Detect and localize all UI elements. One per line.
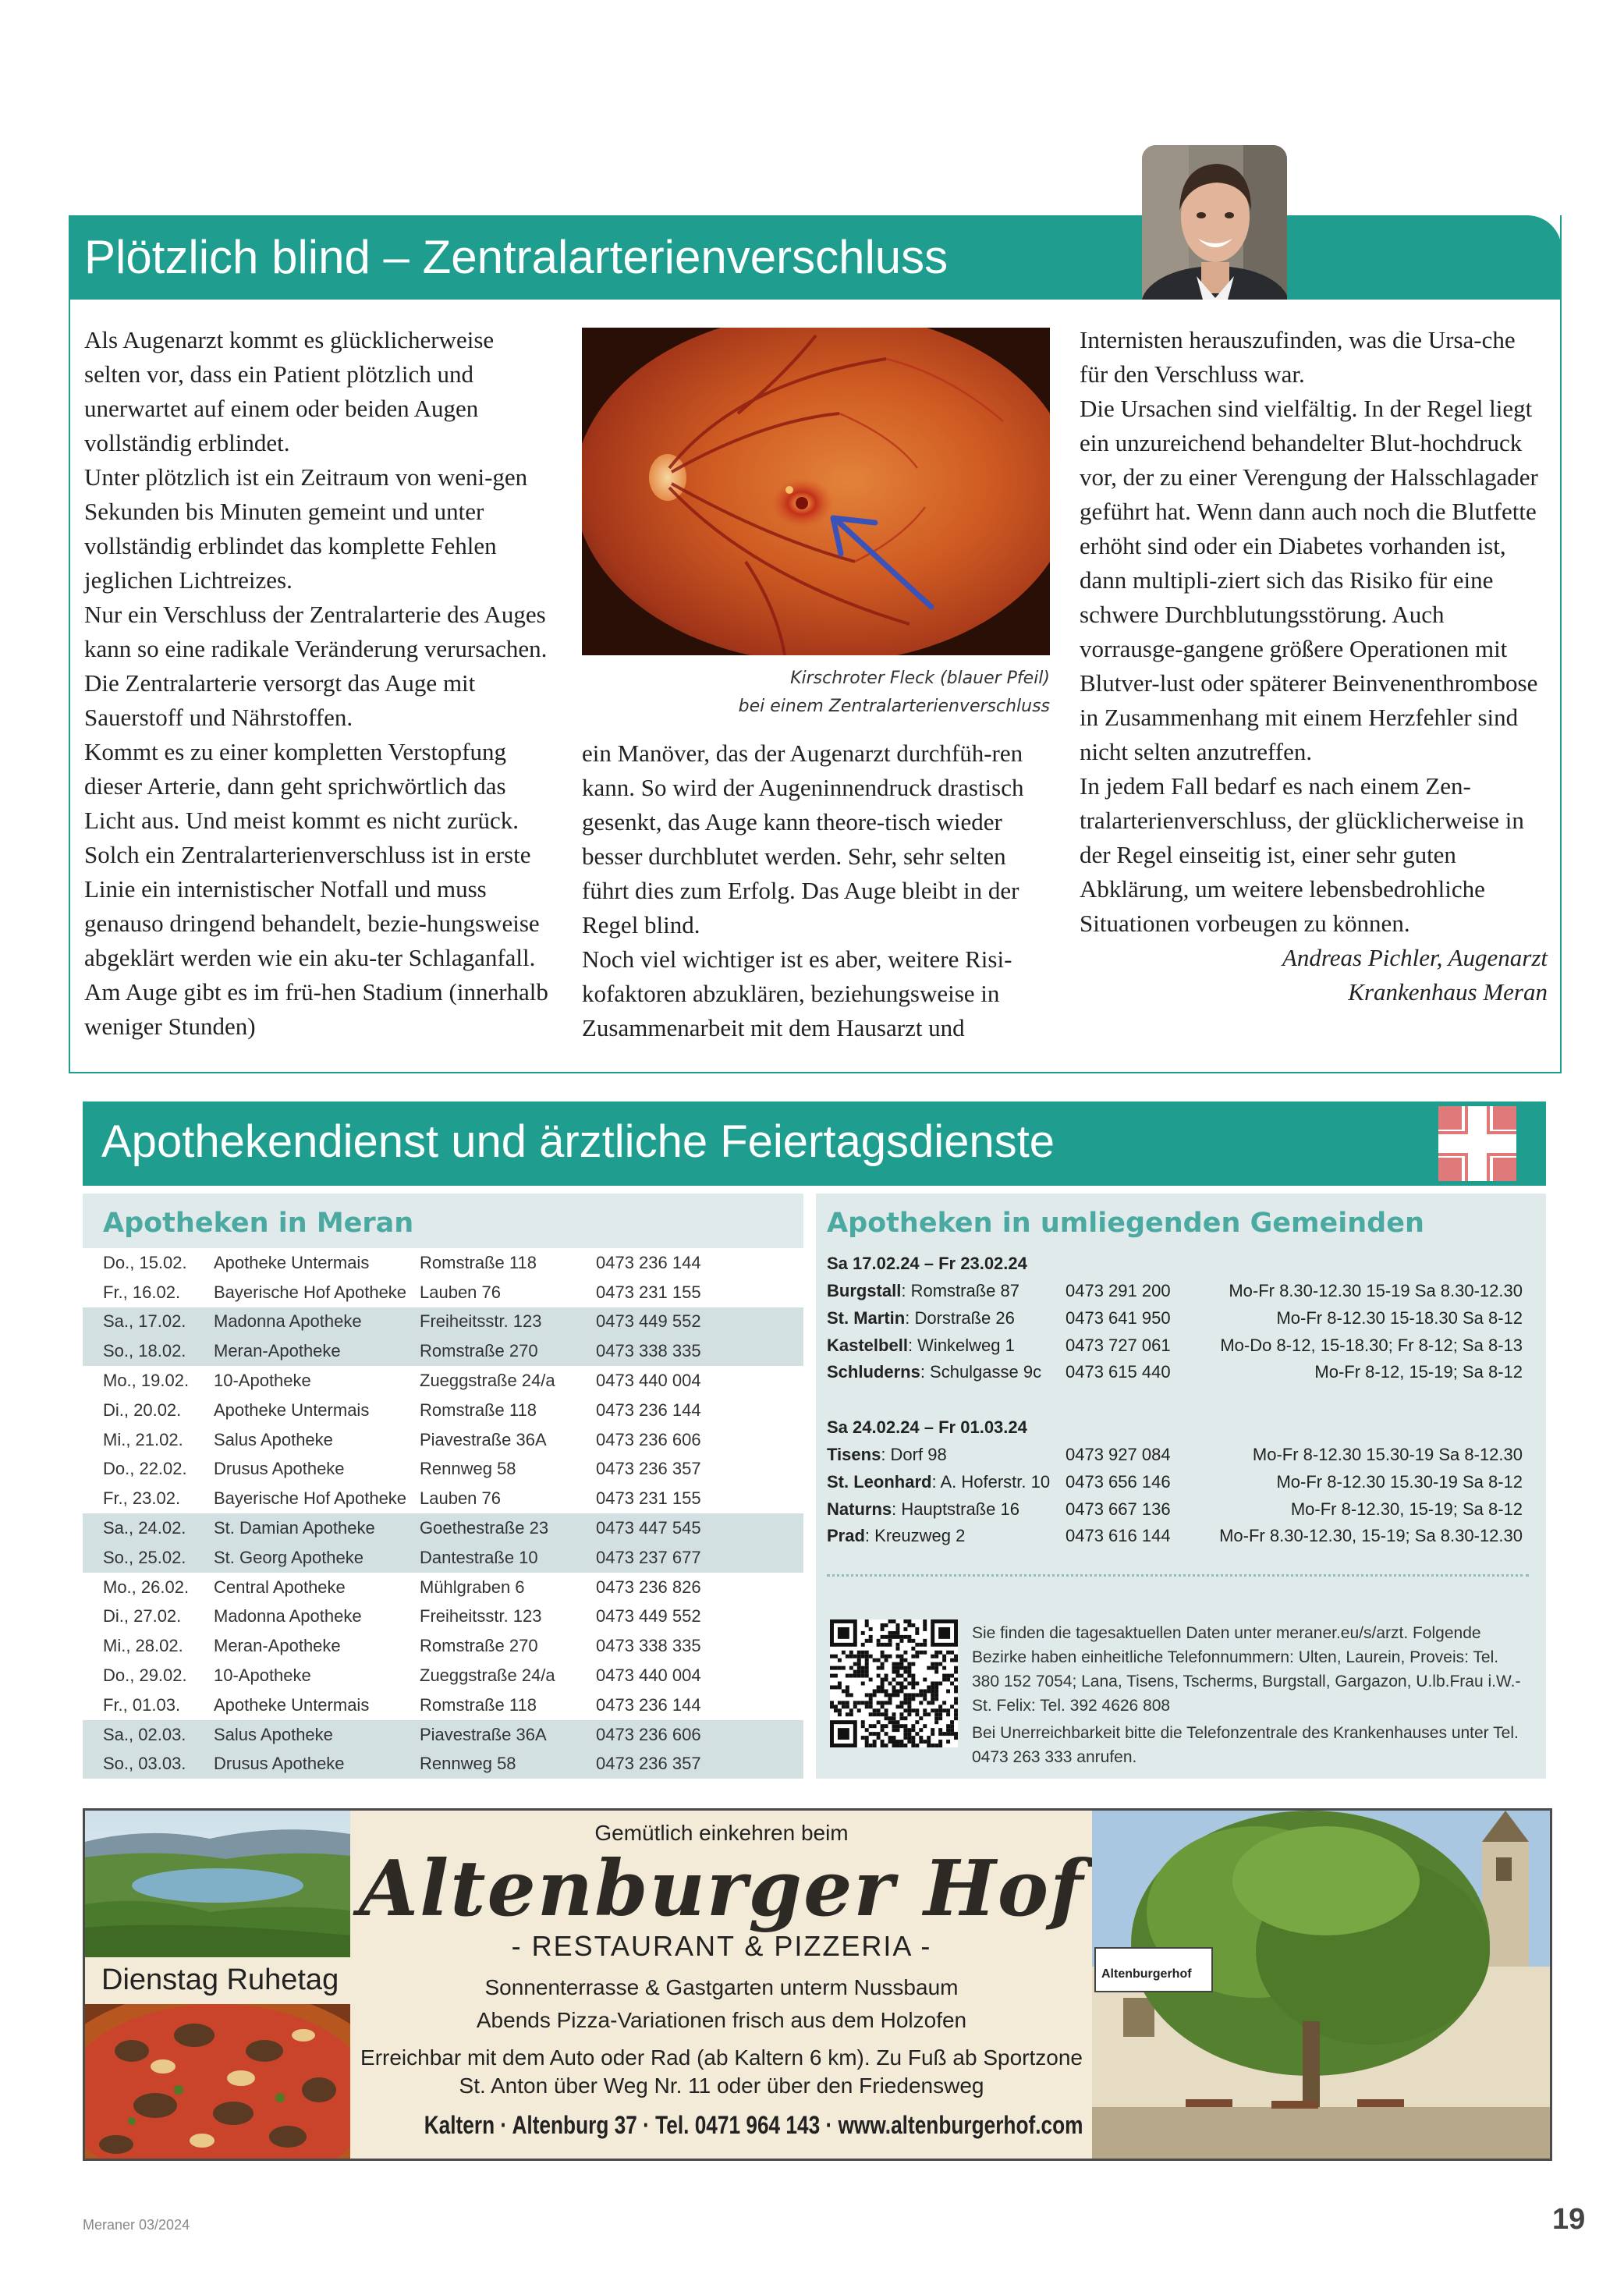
- dotted-divider: [827, 1574, 1529, 1577]
- ad-contact[interactable]: Kaltern · Altenburg 37 · Tel. 0471 964 143 · www.altenburgerhof.com: [424, 2111, 1083, 2139]
- pizza-photo: [85, 2004, 350, 2159]
- table-row: [83, 1366, 803, 1396]
- table-row: [83, 1336, 803, 1366]
- cell-date: Mi., 28.02.: [103, 1636, 183, 1656]
- restaurant-photo: [1092, 1811, 1550, 2159]
- paragraph: Unter plötzlich ist ein Zeitraum von weni-gen Sekunden bis Minuten gemeint und unter vollständig erblindet das komplette Fehlen jeglichen Lichtreizes.: [84, 463, 528, 594]
- cell-address: Romstraße 118: [420, 1252, 537, 1272]
- cell-name: Madonna Apotheke: [214, 1311, 362, 1332]
- town-name: Prad: [827, 1526, 865, 1546]
- list-item: [827, 1496, 1523, 1524]
- street-address: : Dorf 98: [881, 1445, 947, 1464]
- cell-date: Do., 22.02.: [103, 1459, 187, 1479]
- phone-number: 0473 291 200: [1066, 1281, 1171, 1300]
- cell-tel: 0473 338 335: [596, 1636, 701, 1656]
- period-heading: Sa 17.02.24 – Fr 23.02.24: [827, 1254, 1027, 1273]
- ad-restaurant-name: Altenburger Hof: [359, 1844, 1085, 1934]
- table-row: [83, 1248, 803, 1278]
- town-name: Naturns: [827, 1499, 892, 1519]
- cell-name: Salus Apotheke: [214, 1724, 333, 1744]
- town-name: Tisens: [827, 1445, 881, 1464]
- table-row: [83, 1661, 803, 1690]
- cell-date: So., 18.02.: [103, 1341, 186, 1361]
- cell-tel: 0473 447 545: [596, 1518, 701, 1538]
- opening-hours: Mo-Fr 8-12.30, 15-19; Sa 8-12: [1290, 1499, 1523, 1519]
- pharmacy-location: [827, 1523, 965, 1550]
- phone-number: 0473 616 144: [1066, 1526, 1171, 1546]
- cell-name: Drusus Apotheke: [214, 1459, 345, 1479]
- list-item: [827, 1305, 1523, 1332]
- paragraph: Kommt es zu einer kompletten Verstopfung dieser Arterie, dann geht sprichwörtlich das Licht aus. Und meist kommt es nicht zurück. Solch ein Zentralarterienverschluss ist in erste Linie ein internistischer Notfall und muss genauso dringend behandelt, bezie-hungsweise abgeklärt werden wie ein aku-ter Schlaganfall. Am Auge gibt es im frü-hen Stadium (innerhalb weniger Stunden): [84, 738, 548, 1040]
- phone-number: 0473 641 950: [1066, 1307, 1171, 1328]
- cell-address: Lauben 76: [420, 1488, 501, 1509]
- cell-address: Romstraße 118: [420, 1694, 537, 1715]
- cell-tel: 0473 440 004: [596, 1371, 701, 1391]
- medical-cross-icon: [1434, 1101, 1521, 1186]
- table-row: [83, 1455, 803, 1485]
- town-name: St. Leonhard: [827, 1471, 932, 1492]
- cell-date: Sa., 24.02.: [103, 1518, 186, 1538]
- cell-name: Madonna Apotheke: [214, 1606, 362, 1626]
- table-row: [83, 1602, 803, 1632]
- cell-date: Sa., 02.03.: [103, 1724, 186, 1744]
- cell-date: Di., 27.02.: [103, 1606, 182, 1626]
- page-number: 19: [1552, 2203, 1586, 2236]
- cell-address: Piavestraße 36A: [420, 1724, 547, 1744]
- table-row: [83, 1720, 803, 1750]
- town-name: Schluderns: [827, 1362, 920, 1382]
- phone-number: 0473 656 146: [1066, 1471, 1171, 1492]
- qr-code[interactable]: [830, 1619, 958, 1747]
- paragraph: Internisten herauszufinden, was die Ursa-che für den Verschluss war.: [1080, 326, 1516, 388]
- pharmacy-location: [827, 1305, 1015, 1332]
- cell-tel: 0473 449 552: [596, 1311, 701, 1332]
- cell-date: Do., 29.02.: [103, 1666, 187, 1686]
- paragraph: Nur ein Verschluss der Zentralarterie des Auges kann so eine radikale Veränderung verursachen. Die Zentralarterie versorgt das Auge mit Sauerstoff und Nährstoffen.: [84, 601, 548, 731]
- street-address: : Winkelweg 1: [907, 1335, 1015, 1355]
- cell-date: Sa., 17.02.: [103, 1311, 186, 1332]
- cell-date: Di., 20.02.: [103, 1399, 182, 1420]
- cell-tel: 0473 236 144: [596, 1252, 701, 1272]
- list-item: [827, 1332, 1523, 1360]
- ad-text-line: Erreichbar mit dem Auto oder Rad (ab Kaltern 6 km). Zu Fuß ab Sportzone: [360, 2045, 1083, 2070]
- table-row: [83, 1484, 803, 1513]
- table-row: [83, 1631, 803, 1661]
- meran-pharmacy-table: [83, 1248, 803, 1779]
- list-item: [827, 1359, 1523, 1386]
- ad-tagline: Gemütlich einkehren beim: [594, 1821, 849, 1845]
- opening-hours: Mo-Fr 8-12, 15-19; Sa 8-12: [1314, 1362, 1523, 1382]
- town-name: St. Martin: [827, 1307, 906, 1328]
- cell-address: Freiheitsstr. 123: [420, 1606, 542, 1626]
- opening-hours: Mo-Fr 8-12.30 15-18.30 Sa 8-12: [1276, 1307, 1523, 1328]
- period-heading: Sa 24.02.24 – Fr 01.03.24: [827, 1417, 1027, 1437]
- phone-number: 0473 727 061: [1066, 1335, 1171, 1355]
- cell-tel: 0473 236 606: [596, 1724, 701, 1744]
- cell-date: Fr., 01.03.: [103, 1694, 181, 1715]
- phone-number: 0473 927 084: [1066, 1445, 1171, 1464]
- street-address: : A. Hoferstr. 10: [931, 1471, 1051, 1492]
- cell-tel: 0473 236 606: [596, 1429, 701, 1449]
- opening-hours: Mo-Do 8-12, 15-18.30; Fr 8-12; Sa 8-13: [1220, 1335, 1523, 1355]
- retina-photo: [582, 328, 1050, 655]
- street-address: : Romstraße 87: [901, 1281, 1019, 1300]
- article-title: Plötzlich blind – Zentralarterienverschluss: [84, 231, 949, 283]
- cell-tel: 0473 236 144: [596, 1694, 701, 1715]
- cell-name: Apotheke Untermais: [214, 1252, 370, 1272]
- cell-name: 10-Apotheke: [214, 1666, 311, 1686]
- author-photo: [1142, 145, 1287, 300]
- cell-name: 10-Apotheke: [214, 1371, 311, 1391]
- cell-address: Romstraße 118: [420, 1399, 537, 1420]
- paragraph: In jedem Fall bedarf es nach einem Zen-tralarterienverschluss, der glücklicherweise in der Regel einseitig ist, einer sehr guten Abklärung, um weitere lebensbedrohliche Situationen vorbeugen zu können.: [1080, 772, 1524, 937]
- phone-number: 0473 667 136: [1066, 1499, 1171, 1519]
- street-address: : Kreuzweg 2: [864, 1526, 966, 1546]
- cell-name: Bayerische Hof Apotheke: [214, 1282, 407, 1302]
- cell-name: Meran-Apotheke: [214, 1341, 341, 1361]
- town-name: Kastelbell: [827, 1335, 908, 1355]
- cell-address: Zueggstraße 24/a: [420, 1371, 555, 1391]
- surrounding-heading: Apotheken in umliegenden Gemeinden: [827, 1208, 1424, 1239]
- cell-address: Romstraße 270: [420, 1636, 538, 1656]
- cell-name: St. Damian Apotheke: [214, 1518, 375, 1538]
- table-row: [83, 1307, 803, 1337]
- cell-tel: 0473 449 552: [596, 1606, 701, 1626]
- phone-number: 0473 615 440: [1066, 1362, 1171, 1382]
- ad-subtitle: - RESTAURANT & PIZZERIA -: [511, 1930, 932, 1962]
- ad-text-line: Abends Pizza-Variationen frisch aus dem Holzofen: [476, 2008, 967, 2032]
- street-address: : Schulgasse 9c: [920, 1362, 1042, 1382]
- list-item: [827, 1442, 1523, 1469]
- opening-hours: Mo-Fr 8-12.30 15.30-19 Sa 8-12.30: [1252, 1445, 1523, 1464]
- pharmacy-location: [827, 1442, 947, 1469]
- caption-line: Kirschroter Fleck (blauer Pfeil): [790, 669, 1050, 688]
- table-row: [83, 1573, 803, 1602]
- cell-date: Do., 15.02.: [103, 1252, 187, 1272]
- surrounding-week-2: [827, 1414, 1523, 1550]
- article-column-3: [1080, 323, 1548, 1009]
- cell-address: Rennweg 58: [420, 1459, 516, 1479]
- ad-text-line: Sonnenterrasse & Gastgarten unterm Nussbaum: [484, 1975, 959, 1999]
- table-row: [83, 1278, 803, 1307]
- issue-label: Meraner 03/2024: [83, 2217, 190, 2233]
- pharmacy-location: [827, 1278, 1019, 1305]
- cell-address: Piavestraße 36A: [420, 1429, 547, 1449]
- article-column-2: [582, 736, 1050, 1045]
- caption-line: bei einem Zentralarterienverschluss: [738, 697, 1050, 716]
- pharmacy-location: [827, 1332, 1015, 1360]
- cell-date: Mo., 19.02.: [103, 1371, 190, 1391]
- table-row: [83, 1543, 803, 1573]
- surrounding-week-1: [827, 1250, 1523, 1386]
- table-row: [83, 1750, 803, 1779]
- table-row: [83, 1396, 803, 1425]
- cell-date: Mo., 26.02.: [103, 1577, 190, 1597]
- cell-address: Zueggstraße 24/a: [420, 1666, 555, 1686]
- ruhetag-label: Dienstag Ruhetag: [101, 1964, 339, 1996]
- pharmacy-location: [827, 1469, 1050, 1496]
- author-name: Andreas Pichler, Augenarzt: [1282, 944, 1548, 971]
- cell-date: Fr., 16.02.: [103, 1282, 181, 1302]
- paragraph: ein Manöver, das der Augenarzt durchfüh-ren kann. So wird der Augeninnendruck drastisch gesenkt, das Auge kann theore-tisch wieder besser durchblutet werden. Sehr, sehr selten führt dies zum Erfolg. Das Auge bleibt in der Regel blind.: [582, 740, 1024, 938]
- street-address: : Dorstraße 26: [905, 1307, 1015, 1328]
- sign-text: Altenburgerhof: [1101, 1967, 1192, 1981]
- cell-tel: 0473 338 335: [596, 1341, 701, 1361]
- lake-photo: [85, 1811, 350, 1957]
- paragraph: Als Augenarzt kommt es glücklicherweise selten vor, dass ein Patient plötzlich und unerwartet auf einem oder beiden Augen vollständig erblindet.: [84, 326, 495, 456]
- cell-tel: 0473 236 144: [596, 1399, 701, 1420]
- cell-address: Freiheitsstr. 123: [420, 1311, 542, 1332]
- author-affiliation: Krankenhaus Meran: [1348, 978, 1548, 1006]
- pharmacy-location: [827, 1359, 1041, 1386]
- cell-tel: 0473 236 357: [596, 1754, 701, 1774]
- cell-name: Meran-Apotheke: [214, 1636, 341, 1656]
- ad-text-line: St. Anton über Weg Nr. 11 oder über den Friedensweg: [459, 2073, 984, 2098]
- pharmacy-title: Apothekendienst und ärztliche Feiertagsdienste: [101, 1116, 1055, 1167]
- cell-address: Rennweg 58: [420, 1754, 516, 1774]
- cell-name: Apotheke Untermais: [214, 1694, 370, 1715]
- cell-name: Drusus Apotheke: [214, 1754, 345, 1774]
- cell-name: Salus Apotheke: [214, 1429, 333, 1449]
- list-item: [827, 1523, 1523, 1550]
- cell-date: So., 25.02.: [103, 1547, 186, 1567]
- info-paragraph: Sie finden die tagesaktuellen Daten unter meraner.eu/s/arzt. Folgende Bezirke haben einheitliche Telefonnummern: Ulten, Laurein, Proveis: Tel. 380 152 7054; Lana, Tisens, Tscherms, Burgstall, Gargazon, U.lb.Frau i.W.-St. Felix: Tel. 392 4626 808: [972, 1624, 1521, 1715]
- table-row: [83, 1425, 803, 1455]
- info-text: [972, 1621, 1527, 1772]
- cell-address: Goethestraße 23: [420, 1518, 549, 1538]
- paragraph: Die Ursachen sind vielfältig. In der Regel liegt ein unzureichend behandelter Blut-hochdruck vor, der zu einer Verengung der Halsschlagader geführt hat. Wenn dann auch noch die Blutfette erhöht sind oder ein Diabetes vorhanden ist, dann multipli-ziert sich das Risiko für eine schwere Durchblutungsstörung. Auch vorrausge-gangene größere Operationen mit Blutver-lust oder späterer Beinvenenthrombose in Zusammenhang mit einem Herzfehler sind nicht selten anzutreffen.: [1080, 395, 1538, 765]
- town-name: Burgstall: [827, 1281, 902, 1300]
- cell-tel: 0473 440 004: [596, 1666, 701, 1686]
- cell-tel: 0473 236 357: [596, 1459, 701, 1479]
- cell-address: Mühlgraben 6: [420, 1577, 525, 1597]
- list-item: [827, 1469, 1523, 1496]
- cell-tel: 0473 237 677: [596, 1547, 701, 1567]
- list-item: [827, 1278, 1523, 1305]
- meran-heading: Apotheken in Meran: [103, 1208, 414, 1239]
- cell-address: Dantestraße 10: [420, 1547, 538, 1567]
- table-row: [83, 1513, 803, 1543]
- cell-name: Central Apotheke: [214, 1577, 346, 1597]
- image-caption: [582, 665, 1050, 721]
- cell-name: St. Georg Apotheke: [214, 1547, 364, 1567]
- cell-date: So., 03.03.: [103, 1754, 186, 1774]
- cell-date: Mi., 21.02.: [103, 1429, 183, 1449]
- cell-name: Bayerische Hof Apotheke: [214, 1488, 407, 1509]
- opening-hours: Mo-Fr 8.30-12.30 15-19 Sa 8.30-12.30: [1229, 1281, 1523, 1300]
- cell-date: Fr., 23.02.: [103, 1488, 181, 1509]
- cell-tel: 0473 231 155: [596, 1282, 701, 1302]
- cell-name: Apotheke Untermais: [214, 1399, 370, 1420]
- cell-tel: 0473 236 826: [596, 1577, 701, 1597]
- cell-address: Lauben 76: [420, 1282, 501, 1302]
- pharmacy-location: [827, 1496, 1019, 1524]
- opening-hours: Mo-Fr 8.30-12.30, 15-19; Sa 8.30-12.30: [1219, 1526, 1523, 1546]
- article-column-1: [84, 323, 552, 1044]
- table-row: [83, 1690, 803, 1720]
- info-paragraph: Bei Unerreichbarkeit bitte die Telefonzentrale des Krankenhauses unter Tel. 0473 263 333 anrufen.: [972, 1724, 1519, 1766]
- paragraph: Noch viel wichtiger ist es aber, weitere Risi-kofaktoren abzuklären, beziehungsweise in Zusammenarbeit mit dem Hausarzt und: [582, 945, 1012, 1041]
- opening-hours: Mo-Fr 8-12.30 15.30-19 Sa 8-12: [1276, 1471, 1523, 1492]
- street-address: : Hauptstraße 16: [892, 1499, 1019, 1519]
- cell-address: Romstraße 270: [420, 1341, 538, 1361]
- cell-tel: 0473 231 155: [596, 1488, 701, 1509]
